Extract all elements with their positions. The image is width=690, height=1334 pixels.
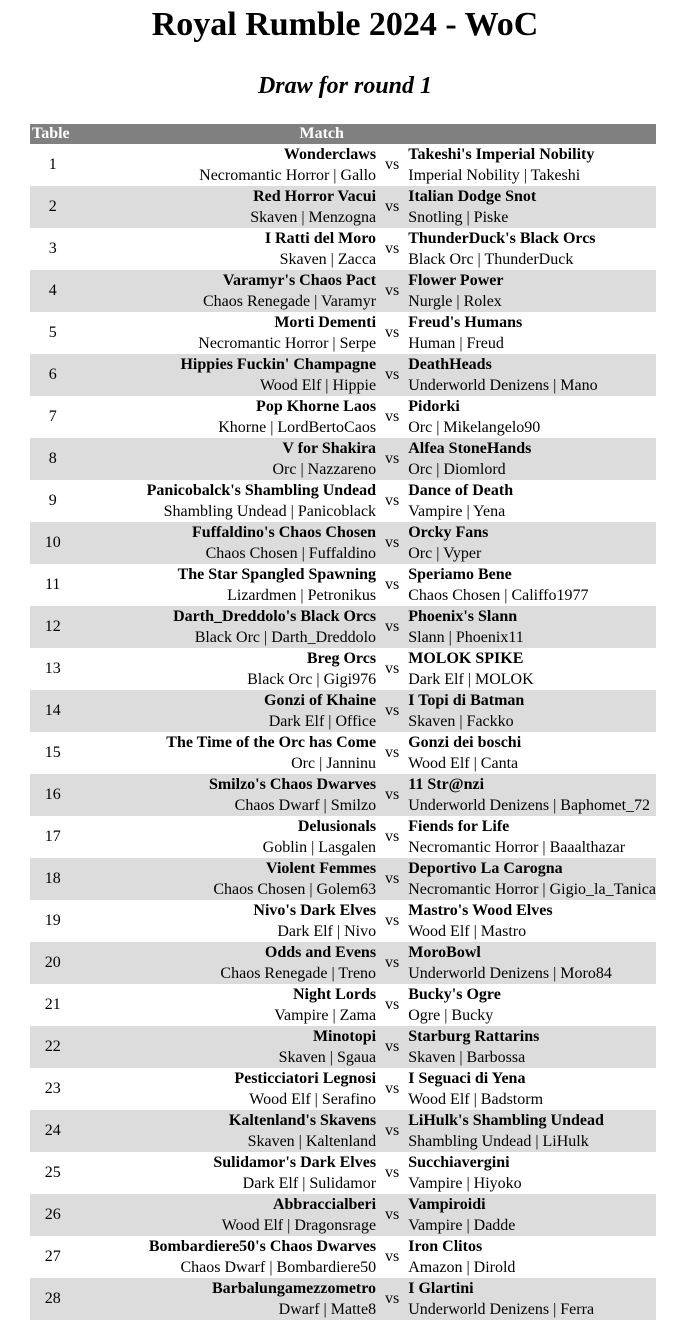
home-race-coach: Dark Elf | Office — [268, 713, 377, 730]
vs-label: vs — [385, 408, 400, 425]
table-row — [30, 522, 656, 564]
table-row — [30, 648, 656, 690]
away-team-name: Freud's Humans — [408, 314, 523, 331]
vs-label: vs — [385, 702, 400, 719]
away-race-coach: Shambling Undead | LiHulk — [408, 1133, 589, 1150]
away-cell — [408, 690, 656, 732]
home-team-name: Abbraccialberi — [272, 1196, 377, 1213]
vs-label: vs — [385, 660, 400, 677]
away-cell — [408, 606, 656, 648]
vs-label: vs — [385, 954, 400, 971]
home-race-coach: Orc | Janninu — [291, 755, 377, 772]
home-cell — [75, 1110, 376, 1152]
table-row — [30, 690, 656, 732]
home-team-name: Bombardiere50's Chaos Dwarves — [148, 1238, 377, 1255]
table-number: 12 — [44, 618, 61, 635]
vs-label: vs — [385, 618, 400, 635]
away-race-coach: Human | Freud — [408, 335, 504, 352]
home-team-name: Panicobalck's Shambling Undead — [146, 482, 377, 499]
away-race-coach: Necromantic Horror | Gigio_la_Tanica — [408, 881, 656, 898]
header-match: Match — [75, 124, 656, 144]
away-cell — [408, 816, 656, 858]
home-team-name: Minotopi — [312, 1028, 377, 1045]
table-number: 9 — [48, 492, 57, 509]
away-race-coach: Orc | Diomlord — [408, 461, 506, 478]
home-race-coach: Black Orc | Gigi976 — [247, 671, 377, 688]
away-cell — [408, 1194, 656, 1236]
home-race-coach: Necromantic Horror | Gallo — [199, 167, 377, 184]
table-row — [30, 816, 656, 858]
table-number: 28 — [44, 1290, 61, 1307]
home-cell — [75, 1152, 376, 1194]
table-row — [30, 1068, 656, 1110]
home-team-name: Hippies Fuckin' Champagne — [180, 356, 377, 373]
table-number: 22 — [44, 1038, 61, 1055]
vs-label: vs — [385, 1248, 400, 1265]
table-row — [30, 438, 656, 480]
away-race-coach: Underworld Denizens | Ferra — [408, 1301, 595, 1318]
away-team-name: Mastro's Wood Elves — [408, 902, 553, 919]
away-team-name: Succhiavergini — [408, 1154, 510, 1171]
away-team-name: 11 Str@nzi — [408, 776, 485, 793]
home-cell — [75, 606, 376, 648]
home-race-coach: Wood Elf | Serafino — [249, 1091, 377, 1108]
home-team-name: Breg Orcs — [306, 650, 377, 667]
home-cell — [75, 1236, 376, 1278]
away-team-name: MOLOK SPIKE — [408, 650, 524, 667]
away-race-coach: Wood Elf | Badstorm — [408, 1091, 544, 1108]
away-team-name: I Topi di Batman — [408, 692, 525, 709]
table-row — [30, 354, 656, 396]
away-team-name: Gonzi dei boschi — [408, 734, 522, 751]
home-team-name: Red Horror Vacui — [253, 188, 377, 205]
away-team-name: Deportivo La Carogna — [408, 860, 563, 877]
home-team-name: V for Shakira — [282, 440, 377, 457]
table-number: 3 — [48, 240, 57, 257]
vs-label: vs — [385, 744, 400, 761]
away-team-name: DeathHeads — [408, 356, 492, 373]
page-subtitle: Draw for round 1 — [257, 73, 433, 99]
away-cell — [408, 438, 656, 480]
home-race-coach: Dark Elf | Nivo — [277, 923, 377, 940]
away-race-coach: Slann | Phoenix11 — [408, 629, 524, 646]
table-number: 15 — [44, 744, 61, 761]
home-race-coach: Skaven | Sgaua — [278, 1049, 377, 1066]
home-cell — [75, 312, 376, 354]
away-cell — [408, 564, 656, 606]
table-row — [30, 1194, 656, 1236]
table-number: 8 — [48, 450, 57, 467]
home-team-name: I Ratti del Moro — [264, 230, 377, 247]
home-team-name: Fuffaldino's Chaos Chosen — [192, 524, 377, 541]
table-number: 18 — [44, 870, 61, 887]
away-cell — [408, 396, 656, 438]
home-cell — [75, 438, 376, 480]
home-cell — [75, 858, 376, 900]
away-race-coach: Orc | Mikelangelo90 — [408, 419, 541, 436]
away-cell — [408, 1152, 656, 1194]
vs-label: vs — [385, 786, 400, 803]
home-race-coach: Orc | Nazzareno — [272, 461, 377, 478]
table-number: 2 — [48, 198, 57, 215]
away-cell — [408, 1068, 656, 1110]
home-cell — [75, 690, 376, 732]
home-cell — [75, 984, 376, 1026]
table-number: 11 — [45, 576, 61, 593]
away-cell — [408, 1236, 656, 1278]
table-row — [30, 1278, 656, 1320]
home-race-coach: Wood Elf | Dragonsrage — [221, 1217, 377, 1234]
table-row — [30, 312, 656, 354]
table-number: 16 — [44, 786, 61, 803]
home-cell — [75, 1194, 376, 1236]
away-race-coach: Chaos Chosen | Califfo1977 — [408, 587, 589, 604]
home-team-name: Nivo's Dark Elves — [253, 902, 377, 919]
away-race-coach: Dark Elf | MOLOK — [408, 671, 534, 688]
away-race-coach: Snotling | Piske — [408, 209, 509, 226]
away-cell — [408, 270, 656, 312]
table-number: 20 — [44, 954, 61, 971]
table-row — [30, 144, 656, 186]
home-team-name: Kaltenland's Skavens — [228, 1112, 377, 1129]
away-cell — [408, 648, 656, 690]
table-number: 14 — [44, 702, 61, 719]
page-title: Royal Rumble 2024 - WoC — [151, 6, 539, 43]
vs-label: vs — [385, 912, 400, 929]
table-row — [30, 396, 656, 438]
table-row — [30, 1026, 656, 1068]
away-cell — [408, 774, 656, 816]
table-row — [30, 900, 656, 942]
home-cell — [75, 648, 376, 690]
home-race-coach: Vampire | Zama — [274, 1007, 377, 1024]
home-team-name: Delusionals — [297, 818, 377, 835]
vs-label: vs — [385, 576, 400, 593]
home-cell — [75, 1026, 376, 1068]
table-row — [30, 942, 656, 984]
away-race-coach: Ogre | Bucky — [408, 1007, 494, 1024]
away-race-coach: Skaven | Barbossa — [408, 1049, 526, 1066]
home-race-coach: Necromantic Horror | Serpe — [198, 335, 377, 352]
table-number: 26 — [44, 1206, 61, 1223]
vs-label: vs — [385, 366, 400, 383]
away-race-coach: Imperial Nobility | Takeshi — [408, 167, 581, 184]
table-number: 13 — [44, 660, 61, 677]
table-row — [30, 858, 656, 900]
home-cell — [75, 774, 376, 816]
home-cell — [75, 1068, 376, 1110]
home-race-coach: Goblin | Lasgalen — [262, 839, 377, 856]
away-cell — [408, 228, 656, 270]
home-race-coach: Chaos Chosen | Fuffaldino — [205, 545, 377, 562]
home-team-name: Sulidamor's Dark Elves — [213, 1154, 377, 1171]
table-number: 7 — [48, 408, 57, 425]
away-team-name: Iron Clitos — [408, 1238, 483, 1255]
vs-label: vs — [385, 1164, 400, 1181]
away-team-name: Speriamo Bene — [408, 566, 512, 583]
home-cell — [75, 270, 376, 312]
table-number: 10 — [44, 534, 61, 551]
table-number: 1 — [48, 156, 57, 173]
home-cell — [75, 564, 376, 606]
table-number: 6 — [48, 366, 57, 383]
vs-label: vs — [385, 996, 400, 1013]
vs-label: vs — [385, 870, 400, 887]
table-row — [30, 984, 656, 1026]
away-team-name: Vampiroidi — [408, 1196, 486, 1213]
away-team-name: Pidorki — [408, 398, 460, 415]
home-team-name: The Star Spangled Spawning — [177, 566, 377, 583]
home-team-name: Wonderclaws — [283, 146, 377, 163]
away-cell — [408, 732, 656, 774]
table-row — [30, 774, 656, 816]
table-number: 25 — [44, 1164, 61, 1181]
home-team-name: Varamyr's Chaos Pact — [222, 272, 377, 289]
home-race-coach: Dwarf | Matte8 — [278, 1301, 377, 1318]
away-team-name: Dance of Death — [408, 482, 514, 499]
home-race-coach: Lizardmen | Petronikus — [227, 587, 377, 604]
away-cell — [408, 354, 656, 396]
vs-label: vs — [385, 1080, 400, 1097]
away-team-name: I Seguaci di Yena — [408, 1070, 526, 1087]
home-race-coach: Khorne | LordBertoCaos — [218, 419, 377, 436]
vs-label: vs — [385, 828, 400, 845]
table-row — [30, 732, 656, 774]
away-race-coach: Amazon | Dirold — [408, 1259, 516, 1276]
table-row — [30, 1236, 656, 1278]
away-race-coach: Skaven | Fackko — [408, 713, 514, 730]
home-cell — [75, 480, 376, 522]
home-race-coach: Wood Elf | Hippie — [259, 377, 377, 394]
home-team-name: Odds and Evens — [264, 944, 377, 961]
table-number: 24 — [44, 1122, 61, 1139]
away-team-name: MoroBowl — [408, 944, 481, 961]
vs-label: vs — [385, 1038, 400, 1055]
table-row — [30, 564, 656, 606]
home-team-name: The Time of the Orc has Come — [166, 734, 377, 751]
away-team-name: Bucky's Ogre — [408, 986, 501, 1003]
home-team-name: Violent Femmes — [266, 860, 377, 877]
home-team-name: Pop Khorne Laos — [256, 398, 377, 415]
home-cell — [75, 1278, 376, 1320]
away-race-coach: Vampire | Yena — [408, 503, 506, 520]
vs-label: vs — [385, 240, 400, 257]
home-cell — [75, 228, 376, 270]
away-team-name: Orcky Fans — [408, 524, 489, 541]
away-cell — [408, 1110, 656, 1152]
home-race-coach: Chaos Dwarf | Bombardiere50 — [180, 1259, 377, 1276]
header-table: Table — [30, 124, 75, 144]
away-team-name: Starburg Rattarins — [408, 1028, 540, 1045]
home-race-coach: Chaos Chosen | Golem63 — [213, 881, 377, 898]
away-race-coach: Underworld Denizens | Moro84 — [408, 965, 612, 982]
away-race-coach: Wood Elf | Canta — [408, 755, 519, 772]
home-team-name: Darth_Dreddolo's Black Orcs — [173, 608, 377, 625]
home-race-coach: Chaos Renegade | Varamyr — [202, 293, 377, 310]
vs-label: vs — [385, 198, 400, 215]
vs-label: vs — [385, 1122, 400, 1139]
home-cell — [75, 732, 376, 774]
home-cell — [75, 354, 376, 396]
table-header-row — [30, 124, 656, 144]
home-cell — [75, 522, 376, 564]
home-cell — [75, 816, 376, 858]
vs-label: vs — [385, 534, 400, 551]
away-cell — [408, 900, 656, 942]
away-team-name: Phoenix's Slann — [408, 608, 518, 625]
away-team-name: Flower Power — [408, 272, 504, 289]
home-race-coach: Dark Elf | Sulidamor — [242, 1175, 377, 1192]
away-team-name: Alfea StoneHands — [408, 440, 532, 457]
away-race-coach: Vampire | Dadde — [408, 1217, 516, 1234]
table-row — [30, 228, 656, 270]
home-race-coach: Skaven | Zacca — [279, 251, 377, 268]
table-number: 4 — [48, 282, 57, 299]
vs-label: vs — [385, 324, 400, 341]
home-team-name: Barbalungamezzometro — [211, 1280, 377, 1297]
away-race-coach: Underworld Denizens | Baphomet_72 — [408, 797, 651, 814]
home-race-coach: Black Orc | Darth_Dreddolo — [194, 629, 377, 646]
away-cell — [408, 480, 656, 522]
away-race-coach: Vampire | Hiyoko — [408, 1175, 522, 1192]
table-number: 5 — [48, 324, 57, 341]
draw-table — [30, 124, 656, 1320]
table-number: 19 — [44, 912, 61, 929]
away-cell — [408, 984, 656, 1026]
home-race-coach: Shambling Undead | Panicoblack — [163, 503, 377, 520]
away-race-coach: Nurgle | Rolex — [408, 293, 502, 310]
home-team-name: Smilzo's Chaos Dwarves — [208, 776, 377, 793]
table-number: 21 — [44, 996, 61, 1013]
table-number: 23 — [44, 1080, 61, 1097]
away-cell — [408, 312, 656, 354]
vs-label: vs — [385, 282, 400, 299]
home-cell — [75, 396, 376, 438]
home-race-coach: Chaos Renegade | Treno — [220, 965, 377, 982]
home-race-coach: Skaven | Menzogna — [250, 209, 377, 226]
away-race-coach: Black Orc | ThunderDuck — [408, 251, 574, 268]
away-team-name: Takeshi's Imperial Nobility — [408, 146, 595, 163]
away-team-name: LiHulk's Shambling Undead — [408, 1112, 604, 1129]
vs-label: vs — [385, 1290, 400, 1307]
home-team-name: Pesticciatori Legnosi — [234, 1070, 377, 1087]
away-cell — [408, 144, 656, 186]
home-race-coach: Chaos Dwarf | Smilzo — [234, 797, 377, 814]
away-team-name: ThunderDuck's Black Orcs — [408, 230, 596, 247]
home-team-name: Gonzi of Khaine — [264, 692, 377, 709]
away-cell — [408, 1278, 656, 1320]
home-cell — [75, 900, 376, 942]
away-cell — [408, 186, 656, 228]
home-cell — [75, 144, 376, 186]
away-team-name: I Glartini — [408, 1280, 474, 1297]
away-cell — [408, 1026, 656, 1068]
away-race-coach: Wood Elf | Mastro — [408, 923, 527, 940]
table-row — [30, 270, 656, 312]
vs-label: vs — [385, 450, 400, 467]
home-cell — [75, 186, 376, 228]
table-row — [30, 606, 656, 648]
away-team-name: Fiends for Life — [408, 818, 510, 835]
away-cell — [408, 522, 656, 564]
table-row — [30, 1152, 656, 1194]
away-race-coach: Underworld Denizens | Mano — [408, 377, 598, 394]
draw-table-body — [30, 144, 656, 1320]
table-row — [30, 1110, 656, 1152]
vs-label: vs — [385, 492, 400, 509]
table-number: 27 — [44, 1248, 61, 1265]
away-cell — [408, 858, 656, 900]
away-cell — [408, 942, 656, 984]
vs-label: vs — [385, 1206, 400, 1223]
home-team-name: Morti Dementi — [274, 314, 377, 331]
home-team-name: Night Lords — [292, 986, 377, 1003]
away-race-coach: Orc | Vyper — [408, 545, 482, 562]
table-row — [30, 186, 656, 228]
home-cell — [75, 942, 376, 984]
vs-label: vs — [385, 156, 400, 173]
table-number: 17 — [44, 828, 61, 845]
away-race-coach: Necromantic Horror | Baaalthazar — [408, 839, 626, 856]
away-team-name: Italian Dodge Snot — [408, 188, 537, 205]
home-race-coach: Skaven | Kaltenland — [247, 1133, 377, 1150]
table-row — [30, 480, 656, 522]
